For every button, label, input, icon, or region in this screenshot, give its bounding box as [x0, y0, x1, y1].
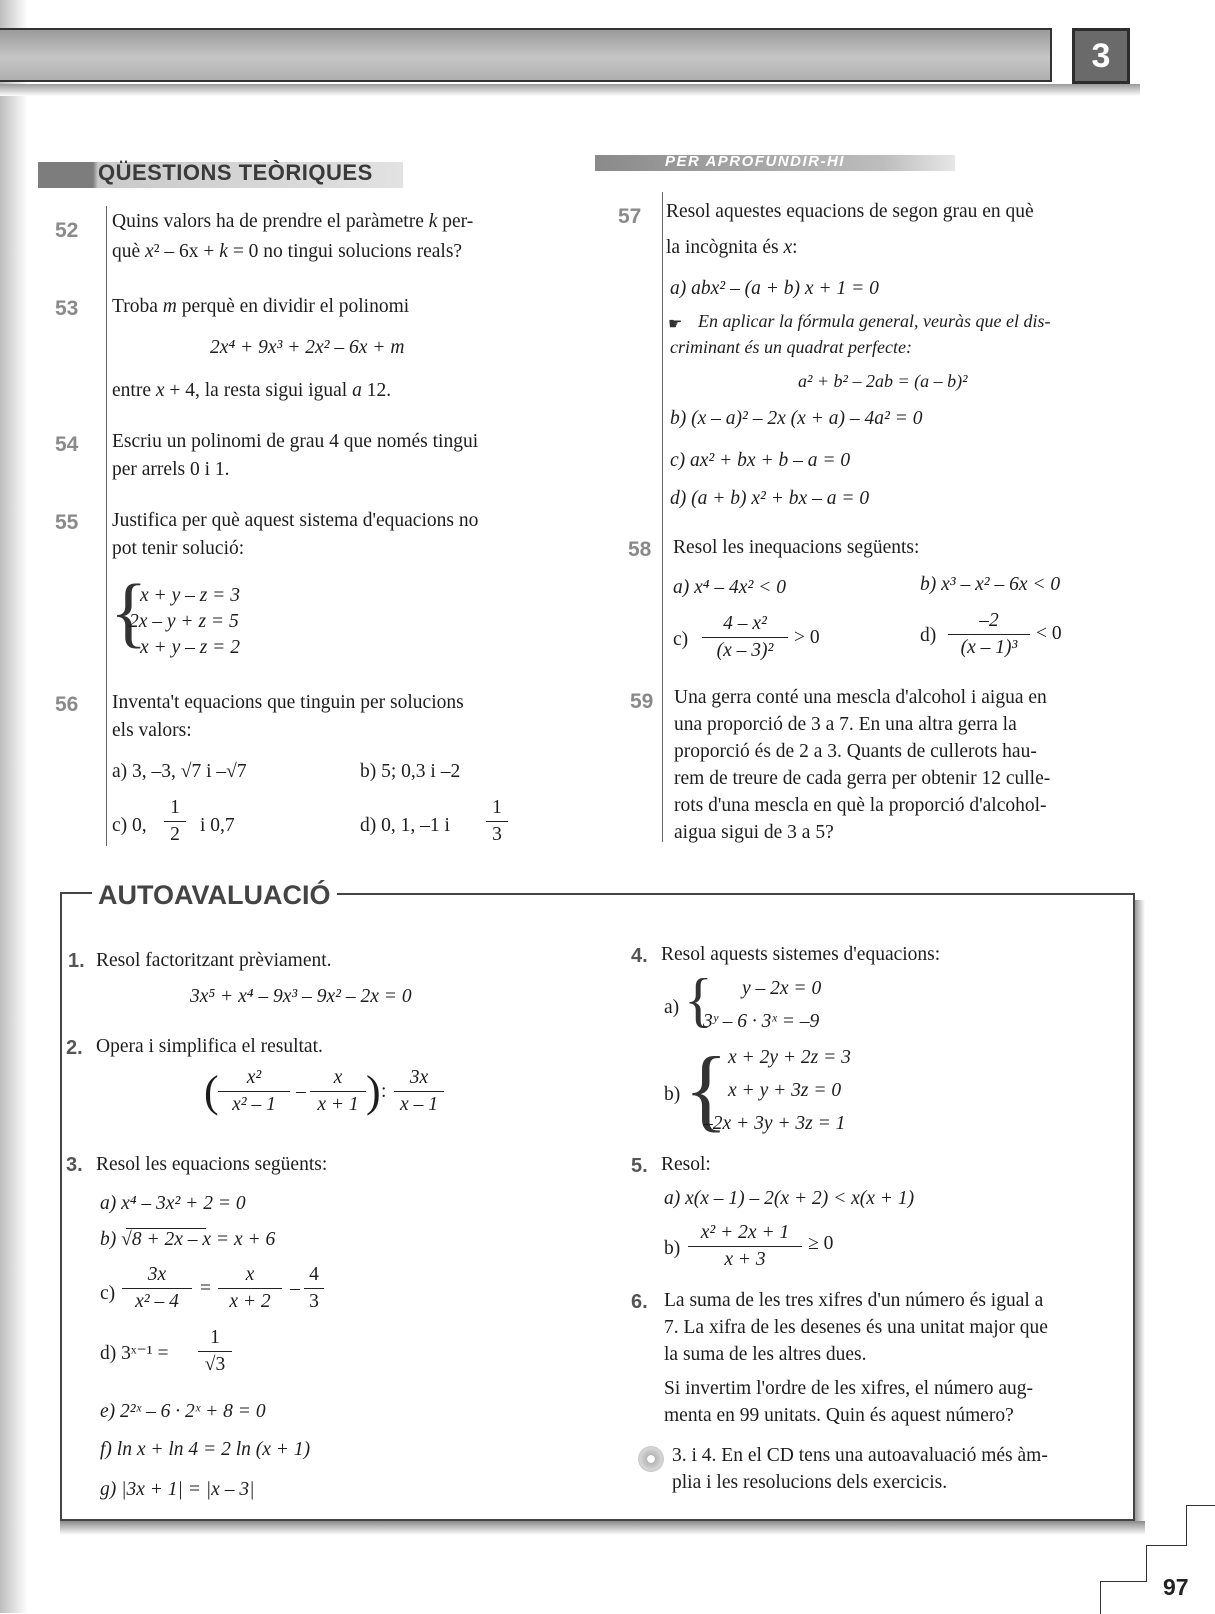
- auto-q3-f: f) ln x + ln 4 = 2 ln (x + 1): [100, 1439, 311, 1460]
- auto-q3-d-numerator: 1: [210, 1327, 220, 1348]
- q58-option-d-prefix: d): [920, 625, 937, 646]
- q56-option-c-suffix: i 0,7: [200, 815, 235, 836]
- q58-option-b: b) x³ – x² – 6x < 0: [920, 574, 1061, 595]
- q56-line-2: els valors:: [112, 720, 192, 741]
- q59-line-5: rots d'una mescla en què la proporció d'alcohol-: [674, 795, 1047, 816]
- pointing-hand-icon: ☛: [668, 316, 683, 333]
- q58-option-c-prefix: c): [673, 629, 689, 650]
- auto-q3-c-fraction-1: [122, 1262, 192, 1315]
- q57-option-d: d) (a + b) x² + bx – a = 0: [670, 488, 870, 509]
- auto-q3-text: Resol les equacions següents:: [96, 1154, 328, 1175]
- auto-q3-c-d2: x + 2: [218, 1288, 282, 1315]
- q56-option-c-fraction: [164, 795, 186, 848]
- auto-q4-number: 4.: [631, 945, 648, 967]
- q57-hint-line-2: criminant és un quadrat perfecte:: [670, 337, 912, 357]
- auto-q2-number: 2.: [66, 1037, 83, 1059]
- auto-q3-number: 3.: [66, 1154, 83, 1176]
- q59-line-3: proporció és de 2 a 3. Quants de cullerots hau-: [674, 741, 1037, 762]
- deep-left-rule: [662, 192, 663, 842]
- auto-q2-n2: x: [333, 1067, 343, 1088]
- self-assessment-title: AUTOAVALUACIÓ: [92, 880, 337, 911]
- auto-q6-line-3: la suma de les altres dues.: [664, 1344, 867, 1365]
- auto-q5-text: Resol:: [661, 1154, 711, 1175]
- q58-option-d-fraction: [948, 608, 1030, 661]
- question-number-53: 53: [55, 297, 79, 320]
- self-assessment-shadow-bottom: [60, 1521, 1145, 1535]
- auto-q3-c-equals: =: [200, 1278, 211, 1299]
- auto-q6-line-1: La suma de les tres xifres d'un número és igual a: [664, 1290, 1044, 1311]
- q59-line-6: aigua sigui de 3 a 5?: [674, 822, 834, 843]
- question-number-58: 58: [628, 538, 652, 561]
- cd-icon: [638, 1446, 664, 1472]
- q55-line-1: Justifica per què aquest sistema d'equacions no: [112, 510, 479, 531]
- auto-q1-equation: 3x⁵ + x⁴ – 9x³ – 9x² – 2x = 0: [190, 986, 412, 1007]
- q58-d-denominator: (x – 1)³: [948, 634, 1030, 661]
- auto-q3-c-fraction-3: [304, 1262, 324, 1315]
- q57-hint-line-1: En aplicar la fórmula general, veuràs que el dis-: [698, 311, 1051, 331]
- auto-q1-text: Resol factoritzant prèviament.: [96, 950, 332, 971]
- q55-equation-3: x + y – z = 2: [140, 637, 240, 658]
- auto-q2-n1: x²: [246, 1067, 262, 1088]
- q56-line-1: Inventa't equacions que tinguin per solucions: [112, 692, 464, 713]
- auto-q6-line-2: 7. La xifra de les desenes és una unitat major que: [664, 1317, 1048, 1338]
- cd-note-line-2: plia i les resolucions dels exercicis.: [672, 1472, 948, 1493]
- auto-q3-g: g) |3x + 1| = |x – 3|: [100, 1479, 255, 1500]
- auto-q3-c-d1: x² – 4: [122, 1288, 192, 1315]
- auto-q4-a-eq2: 3ʸ – 6 · 3ˣ = –9: [703, 1011, 820, 1032]
- q59-line-4: rem de treure de cada gerra per obtenir 12 culle-: [674, 768, 1051, 789]
- auto-q6-number: 6.: [631, 1291, 648, 1313]
- self-assessment-shadow-right: [1135, 900, 1145, 1524]
- q55-system-brace: {: [110, 568, 148, 655]
- auto-q3-a: a) x⁴ – 3x² + 2 = 0: [100, 1193, 246, 1214]
- auto-q4-b-eq1: x + 2y + 2z = 3: [728, 1047, 851, 1068]
- auto-q4-a-label: a): [664, 997, 680, 1018]
- auto-q3-b-radical-bar: [126, 1228, 206, 1229]
- q53-line-2: entre x + 4, la resta sigui igual a 12.: [112, 380, 392, 401]
- auto-q2-fraction-3: [394, 1065, 444, 1118]
- q56-c-denominator: 2: [164, 821, 186, 848]
- q56-option-c-prefix: c) 0,: [112, 815, 147, 836]
- q57-line-2: la incògnita és x:: [666, 237, 798, 258]
- auto-q4-a-eq1: y – 2x = 0: [742, 978, 822, 999]
- auto-q4-b-eq3: –2x + 3y + 3z = 1: [703, 1113, 846, 1134]
- question-number-52: 52: [55, 219, 79, 242]
- auto-q3-c-d3: 3: [304, 1288, 324, 1315]
- q58-option-c-suffix: > 0: [794, 627, 820, 648]
- q54-line-2: per arrels 0 i 1.: [112, 459, 230, 480]
- auto-q3-d-denominator: √3: [198, 1351, 232, 1378]
- header-band-shadow: [0, 84, 1140, 96]
- footer-stair-3: [1100, 1581, 1147, 1614]
- auto-q3-c-n1: 3x: [147, 1264, 167, 1285]
- deep-heading: PER APROFUNDIR-HI: [665, 153, 845, 170]
- q56-option-d-prefix: d) 0, 1, –1 i: [360, 815, 450, 836]
- q59-line-1: Una gerra conté una mescla d'alcohol i aigua en: [674, 687, 1047, 708]
- q58-d-numerator: –2: [979, 610, 999, 631]
- auto-q5-b-denominator: x + 3: [688, 1246, 802, 1273]
- q58-option-a: a) x⁴ – 4x² < 0: [673, 577, 786, 598]
- page-number: 97: [1163, 1574, 1189, 1600]
- auto-q3-d-fraction: [198, 1325, 232, 1378]
- self-assessment-corner-tab: [60, 892, 92, 916]
- auto-q1-number: 1.: [68, 950, 85, 972]
- cd-note-line-1: 3. i 4. En el CD tens una autoavaluació més àm-: [672, 1445, 1048, 1466]
- auto-q3-c-prefix: c): [100, 1283, 116, 1304]
- question-number-59: 59: [630, 690, 654, 713]
- q58-option-c-fraction: [702, 611, 788, 664]
- theory-heading: QÜESTIONS TEÒRIQUES: [98, 160, 373, 185]
- auto-q3-c-n3: 4: [309, 1264, 319, 1285]
- auto-q2-colon: :: [381, 1081, 387, 1102]
- q57-line-1: Resol aquestes equacions de segon grau en què: [666, 201, 1034, 222]
- auto-q2-text: Opera i simplifica el resultat.: [96, 1036, 323, 1057]
- auto-q2-fraction-1: [218, 1065, 290, 1118]
- auto-q2-minus: –: [296, 1081, 306, 1102]
- question-number-57: 57: [618, 205, 642, 228]
- auto-q5-number: 5.: [631, 1155, 648, 1177]
- q55-equation-1: x + y – z = 3: [140, 585, 240, 606]
- auto-q2-n3: 3x: [409, 1067, 429, 1088]
- q56-option-d-fraction: [486, 795, 508, 848]
- auto-q2-d2: x + 1: [310, 1091, 366, 1118]
- auto-q2-d3: x – 1: [394, 1091, 444, 1118]
- auto-q2-close-paren: ): [366, 1067, 381, 1116]
- auto-q2-fraction-2: [310, 1065, 366, 1118]
- auto-q5-b-prefix: b): [664, 1238, 681, 1259]
- q57-hint-equation: a² + b² – 2ab = (a – b)²: [798, 371, 968, 391]
- auto-q4-text: Resol aquests sistemes d'equacions:: [661, 944, 941, 965]
- chapter-number-box: 3: [1072, 28, 1130, 84]
- q56-option-a: a) 3, –3, √7 i –√7: [112, 761, 247, 782]
- header-band: [0, 28, 1052, 82]
- q55-equation-2: 2x – y + z = 5: [129, 611, 239, 632]
- auto-q6-line-5: menta en 99 unitats. Quin és aquest número?: [664, 1405, 1014, 1426]
- auto-q4-b-eq2: x + y + 3z = 0: [728, 1080, 842, 1101]
- auto-q5-b-numerator: x² + 2x + 1: [700, 1222, 790, 1243]
- auto-q5-b-suffix: ≥ 0: [808, 1233, 834, 1254]
- auto-q4-a-brace: {: [684, 967, 713, 1033]
- q57-option-c: c) ax² + bx + b – a = 0: [670, 450, 851, 471]
- auto-q3-c-fraction-2: [218, 1262, 282, 1315]
- auto-q2-d1: x² – 1: [218, 1091, 290, 1118]
- question-number-54: 54: [55, 433, 79, 456]
- auto-q3-e: e) 2²ˣ – 6 · 2ˣ + 8 = 0: [100, 1401, 266, 1422]
- q52-line-2: què x² – 6x + k = 0 no tingui solucions reals?: [112, 241, 463, 262]
- theory-left-rule: [106, 206, 107, 846]
- question-number-55: 55: [55, 511, 79, 534]
- auto-q3-c-n2: x: [245, 1264, 255, 1285]
- q58-line-1: Resol les inequacions següents:: [673, 537, 920, 558]
- q56-c-numerator: 1: [170, 797, 180, 818]
- question-number-56: 56: [55, 693, 79, 716]
- q57-option-a: a) abx² – (a + b) x + 1 = 0: [670, 278, 879, 299]
- q56-option-b: b) 5; 0,3 i –2: [360, 761, 461, 782]
- auto-q3-d-prefix: d) 3ˣ⁻¹ =: [100, 1343, 169, 1364]
- q56-d-numerator: 1: [492, 797, 502, 818]
- auto-q5-a: a) x(x – 1) – 2(x + 2) < x(x + 1): [664, 1188, 915, 1209]
- auto-q6-line-4: Si invertim l'ordre de les xifres, el número aug-: [664, 1378, 1034, 1399]
- auto-q4-b-label: b): [664, 1084, 681, 1105]
- q56-d-denominator: 3: [486, 821, 508, 848]
- q52-line-1: Quins valors ha de prendre el paràmetre k per-: [112, 211, 474, 232]
- q58-c-numerator: 4 – x²: [723, 613, 767, 634]
- auto-q4-b-brace: {: [684, 1038, 729, 1140]
- q53-line-1: Troba m perquè en dividir el polinomi: [112, 296, 410, 317]
- auto-q2-open-paren: (: [204, 1067, 219, 1116]
- q58-c-denominator: (x – 3)²: [702, 637, 788, 664]
- q55-line-2: pot tenir solució:: [112, 538, 245, 559]
- q58-option-d-suffix: < 0: [1036, 623, 1062, 644]
- auto-q3-c-minus: –: [290, 1278, 300, 1299]
- q54-line-1: Escriu un polinomi de grau 4 que només tingui: [112, 431, 479, 452]
- q57-option-b: b) (x – a)² – 2x (x + a) – 4a² = 0: [670, 408, 923, 429]
- q59-line-2: una proporció de 3 a 7. En una altra gerra la: [674, 714, 1017, 735]
- auto-q3-b: b) √8 + 2x – x = x + 6: [100, 1229, 276, 1250]
- page-binding-shadow: [0, 0, 28, 1613]
- auto-q5-b-fraction: [688, 1220, 802, 1273]
- q53-polynomial: 2x⁴ + 9x³ + 2x² – 6x + m: [210, 337, 405, 358]
- footer-stair-1: [1186, 1505, 1215, 1546]
